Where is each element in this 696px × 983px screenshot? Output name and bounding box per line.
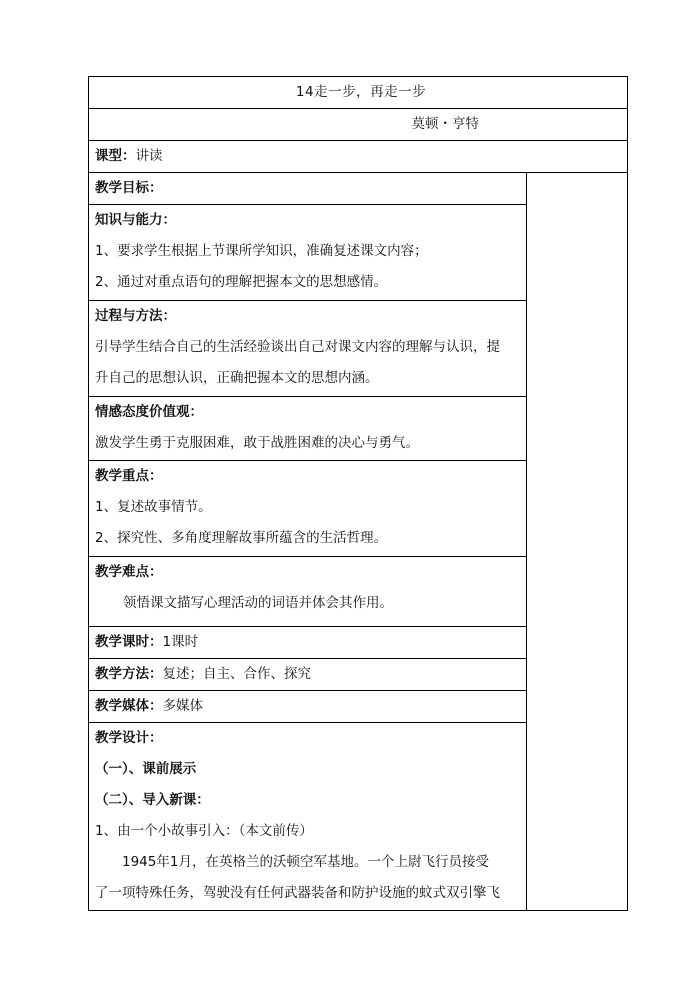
design-heading: 教学设计： bbox=[95, 730, 163, 746]
design-section bbox=[89, 723, 527, 911]
lesson-plan-table bbox=[88, 76, 628, 911]
lesson-type-value: 讲读 bbox=[135, 148, 163, 164]
methods-value: 复述；自主、合作、探究 bbox=[162, 666, 311, 682]
story-line: 1945年1月，在英格兰的沃顿空军基地。一个上尉飞行员接受 bbox=[122, 854, 489, 870]
key-point-line: 1、复述故事情节。 bbox=[95, 499, 212, 515]
methods-row bbox=[89, 659, 527, 691]
design-step-1: （一）、课前展示 bbox=[95, 761, 197, 777]
difficult-point-line: 领悟课文描写心理活动的词语并体会其作用。 bbox=[123, 595, 393, 611]
methods-label: 教学方法： bbox=[95, 666, 163, 682]
process-line: 引导学生结合自己的生活经验谈出自己对课文内容的理解与认识，提 bbox=[95, 339, 500, 355]
knowledge-section bbox=[89, 205, 527, 301]
design-step-2: （二）、导入新课： bbox=[95, 792, 210, 808]
media-label: 教学媒体： bbox=[95, 698, 163, 714]
goals-heading: 教学目标： bbox=[89, 173, 527, 205]
knowledge-line: 2、通过对重点语句的理解把握本文的思想感情。 bbox=[95, 274, 388, 290]
emotion-section bbox=[89, 397, 527, 461]
document-author: 莫顿・亨特 bbox=[89, 109, 628, 141]
emotion-heading: 情感态度价值观： bbox=[95, 404, 203, 420]
lesson-type-row bbox=[89, 141, 628, 173]
knowledge-line: 1、要求学生根据上节课所学知识，准确复述课文内容； bbox=[95, 243, 428, 259]
hours-label: 教学课时： bbox=[95, 634, 163, 650]
key-point-line: 2、探究性、多角度理解故事所蕴含的生活哲理。 bbox=[95, 530, 388, 546]
story-line: 了一项特殊任务，驾驶没有任何武器装备和防护设施的蚊式双引擎飞 bbox=[95, 885, 500, 901]
side-notes-column bbox=[527, 173, 628, 911]
lesson-type-label: 课型： bbox=[95, 148, 136, 164]
document-title: 14走一步，再走一步 bbox=[89, 77, 628, 109]
emotion-line: 激发学生勇于克服困难，敢于战胜困难的决心与勇气。 bbox=[95, 435, 419, 451]
media-value: 多媒体 bbox=[162, 698, 203, 714]
design-intro: 1、由一个小故事引入：（本文前传） bbox=[95, 823, 313, 839]
process-line: 升自己的思想认识，正确把握本文的思想内涵。 bbox=[95, 370, 379, 386]
difficult-points-section bbox=[89, 557, 527, 627]
hours-row bbox=[89, 627, 527, 659]
difficult-points-heading: 教学难点： bbox=[95, 564, 163, 580]
process-section bbox=[89, 301, 527, 397]
key-points-section bbox=[89, 461, 527, 557]
key-points-heading: 教学重点： bbox=[95, 468, 163, 484]
process-heading: 过程与方法： bbox=[95, 308, 176, 324]
hours-value: 1课时 bbox=[162, 634, 199, 650]
media-row bbox=[89, 691, 527, 723]
knowledge-heading: 知识与能力： bbox=[95, 212, 176, 228]
